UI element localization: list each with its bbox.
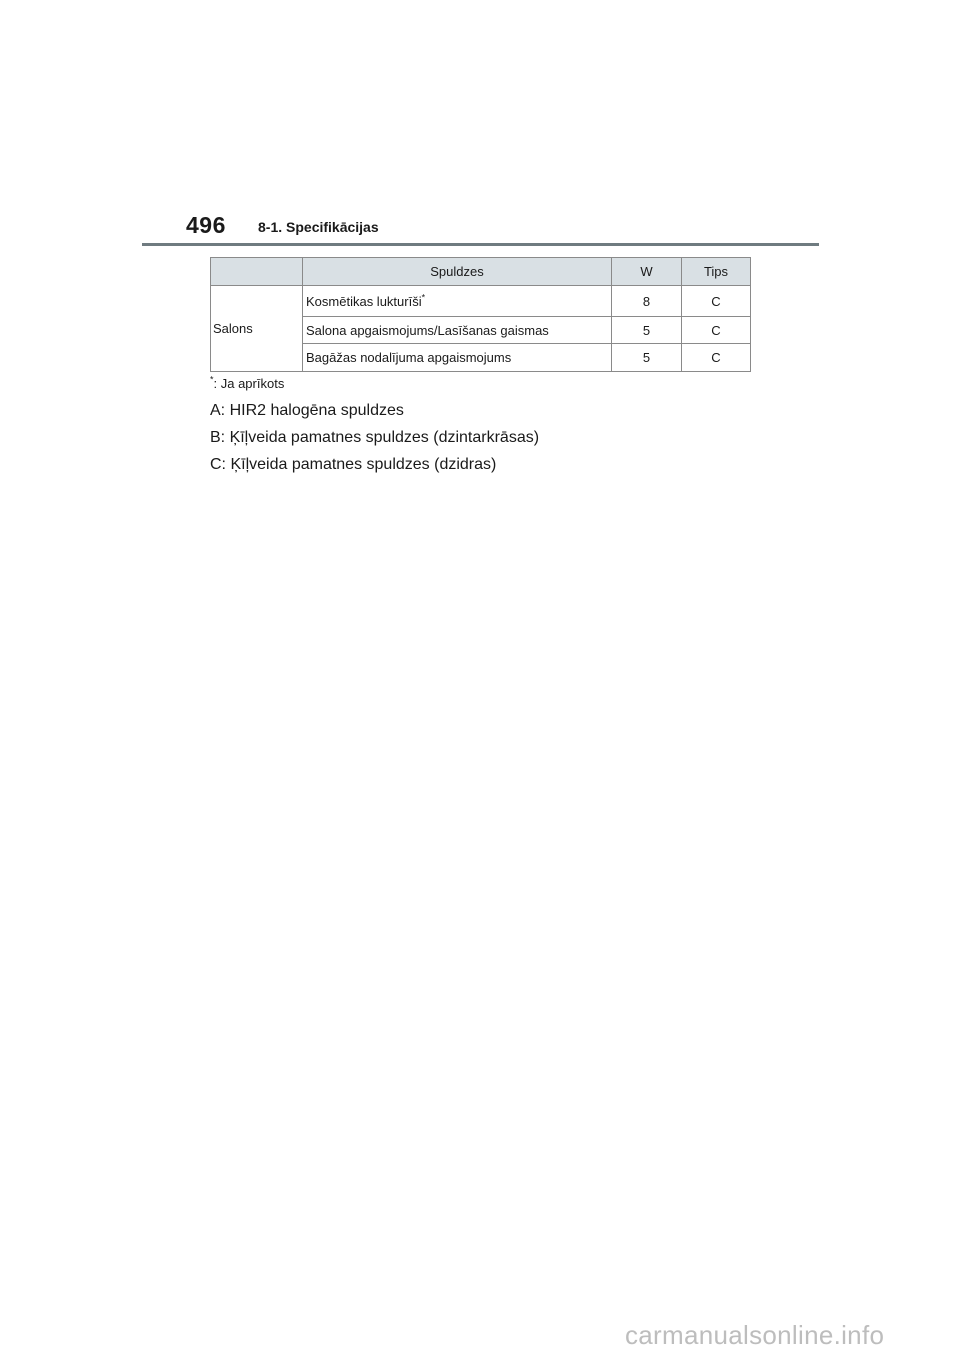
bulb-name: Salona apgaismojums/Lasīšanas gaismas (303, 317, 612, 344)
watermark: carmanualsonline.info (625, 1320, 885, 1350)
footnote (210, 376, 284, 391)
bulb-specs-table (210, 257, 751, 372)
bulb-type: C (682, 344, 751, 372)
bulb-watts: 5 (612, 344, 682, 372)
header-rule (142, 243, 819, 246)
section-title: 8-1. Specifikācijas (258, 219, 379, 235)
footnote-text: : Ja aprīkots (213, 376, 285, 391)
table-header-watts: W (612, 258, 682, 286)
table-header-empty (211, 258, 303, 286)
legend-b: B: Ķīļveida pamatnes spuldzes (dzintarkrāsas) (210, 429, 540, 446)
table-header-bulbs: Spuldzes (303, 258, 612, 286)
legend-c: C: Ķīļveida pamatnes spuldzes (dzidras) (210, 456, 497, 473)
bulb-name: Bagāžas nodalījuma apgaismojums (303, 344, 612, 372)
table-header-type: Tips (682, 258, 751, 286)
footnote-marker: * (210, 374, 214, 385)
bulb-name (303, 286, 612, 317)
bulb-watts: 5 (612, 317, 682, 344)
bulb-name-text: Kosmētikas lukturīši (306, 293, 422, 309)
legend-a: A: HIR2 halogēna spuldzes (210, 402, 404, 419)
page-number: 496 (186, 212, 226, 238)
bulb-type: C (682, 286, 751, 317)
bulb-watts: 8 (612, 286, 682, 317)
table-header-row (211, 258, 751, 286)
table-row (211, 286, 751, 317)
footnote-marker: * (421, 292, 426, 303)
bulb-type: C (682, 317, 751, 344)
table-group-label: Salons (211, 286, 303, 372)
